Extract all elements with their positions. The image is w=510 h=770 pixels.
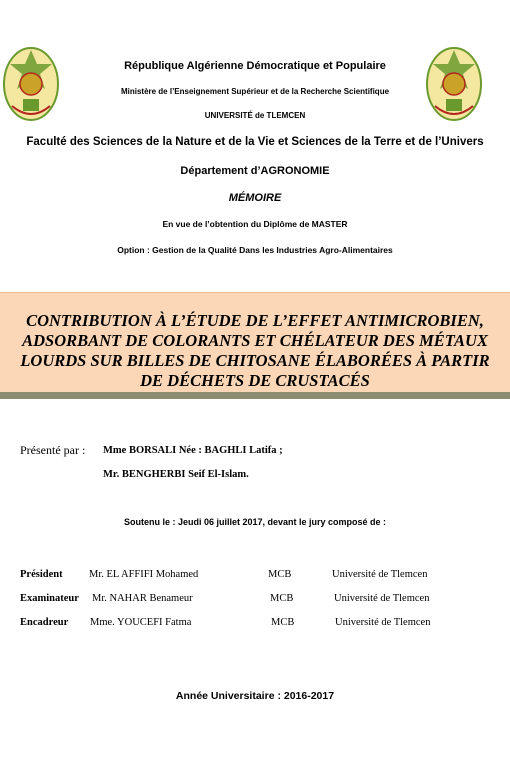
jury-role: Président [20,569,63,580]
diploma-purpose: En vue de l’obtention du Diplôme de MASTER [162,219,348,229]
author-name: Mme BORSALI Née : BAGHLI Latifa ; [103,445,283,456]
jury-member-name: Mme. YOUCEFI Fatma [90,617,192,628]
option-line: Option : Gestion de la Qualité Dans les Industries Agro-Alimentaires [117,245,393,255]
jury-role: Examinateur [20,593,79,604]
jury-member-name: Mr. EL AFFIFI Mohamed [89,569,199,580]
presented-by-label: Présenté par : [20,443,86,457]
jury-role: Encadreur [20,617,69,628]
university-line: UNIVERSITÉ de TLEMCEN [204,111,306,120]
jury-grade: MCB [271,617,295,628]
doc-type: MÉMOIRE [228,192,282,204]
republic-heading: République Algérienne Démocratique et Populaire [124,60,386,72]
ministry-line: Ministère de l’Enseignement Supérieur et de la Recherche Scientifique [120,87,390,96]
title-line: DE DÉCHETS DE CRUSTACÉS [140,371,370,390]
jury-institution: Université de Tlemcen [332,569,428,580]
jury-grade: MCB [270,593,294,604]
jury-member-name: Mr. NAHAR Benameur [92,593,193,604]
department-line: Département d’AGRONOMIE [180,165,330,177]
defense-date-line: Soutenu le : Jeudi 06 juillet 2017, devant le jury composé de : [123,517,387,527]
author-name: Mr. BENGHERBI Seif El-Islam. [103,469,249,480]
title-line: CONTRIBUTION À L’ÉTUDE DE L’EFFET ANTIMICROBIEN, [26,311,484,330]
title-line: ADSORBANT DE COLORANTS ET CHÉLATEUR DES MÉTAUX [22,331,488,350]
jury-institution: Université de Tlemcen [335,617,431,628]
jury-grade: MCB [268,569,292,580]
banner-underline [0,392,510,399]
title-line: LOURDS SUR BILLES DE CHITOSANE ÉLABORÉES À PARTIR [20,351,490,370]
jury-institution: Université de Tlemcen [334,593,430,604]
thesis-title [18,311,492,391]
faculty-line: Faculté des Sciences de la Nature et de la Vie et Sciences de la Terre et de l’Univers [26,136,484,148]
academic-year: Année Universitaire : 2016-2017 [175,690,335,702]
